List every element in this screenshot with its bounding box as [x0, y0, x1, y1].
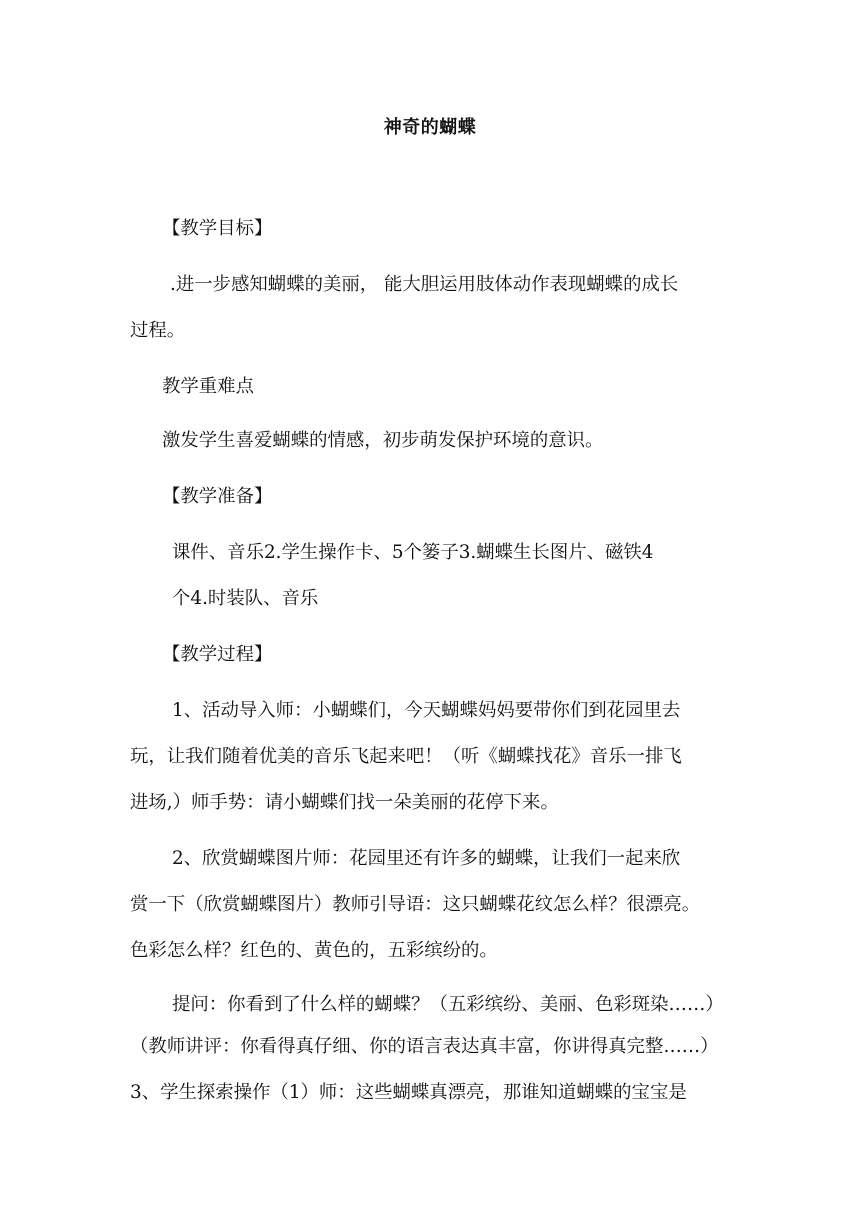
heading-teaching-process: 【教学过程】	[162, 644, 273, 665]
paragraph-line: 3、学生探索操作（1）师：这些蝴蝶真漂亮，那谁知道蝴蝶的宝宝是	[130, 1082, 687, 1103]
paragraph-line: 个4.时装队、音乐	[172, 588, 319, 609]
paragraph-line: 色彩怎么样？红色的、黄色的，五彩缤纷的。	[130, 940, 498, 961]
paragraph-line: 激发学生喜爱蝴蝶的情感，初步萌发保护环境的意识。	[162, 430, 604, 451]
paragraph-line: 1、活动导入师：小蝴蝶们，今天蝴蝶妈妈要带你们到花园里去	[172, 700, 681, 721]
paragraph-line: .进一步感知蝴蝶的美丽， 能大胆运用肢体动作表现蝴蝶的成长	[170, 274, 679, 295]
paragraph-line: 过程。	[130, 320, 186, 341]
document-title: 神奇的蝴蝶	[383, 117, 477, 138]
paragraph-line: 玩，让我们随着优美的音乐飞起来吧！（听《蝴蝶找花》音乐一排飞	[130, 746, 682, 767]
heading-teaching-preparation: 【教学准备】	[162, 486, 273, 507]
paragraph-line: 2、欣赏蝴蝶图片师：花园里还有许多的蝴蝶，让我们一起来欣	[172, 848, 681, 869]
paragraph-line: 赏一下（欣赏蝴蝶图片）教师引导语：这只蝴蝶花纹怎么样？很漂亮。	[130, 894, 701, 915]
paragraph-line: 提问：你看到了什么样的蝴蝶？（五彩缤纷、美丽、色彩斑染……）	[172, 994, 724, 1015]
heading-teaching-goals: 【教学目标】	[162, 218, 273, 239]
paragraph-line: 课件、音乐2.学生操作卡、5个篓子3.蝴蝶生长图片、磁铁4	[172, 542, 654, 563]
paragraph-line: （教师讲评：你看得真仔细、你的语言表达真丰富，你讲得真完整……）	[130, 1036, 719, 1057]
paragraph-line: 进场,）师手势：请小蝴蝶们找一朵美丽的花停下来。	[130, 792, 559, 813]
heading-key-points: 教学重难点	[162, 376, 254, 397]
